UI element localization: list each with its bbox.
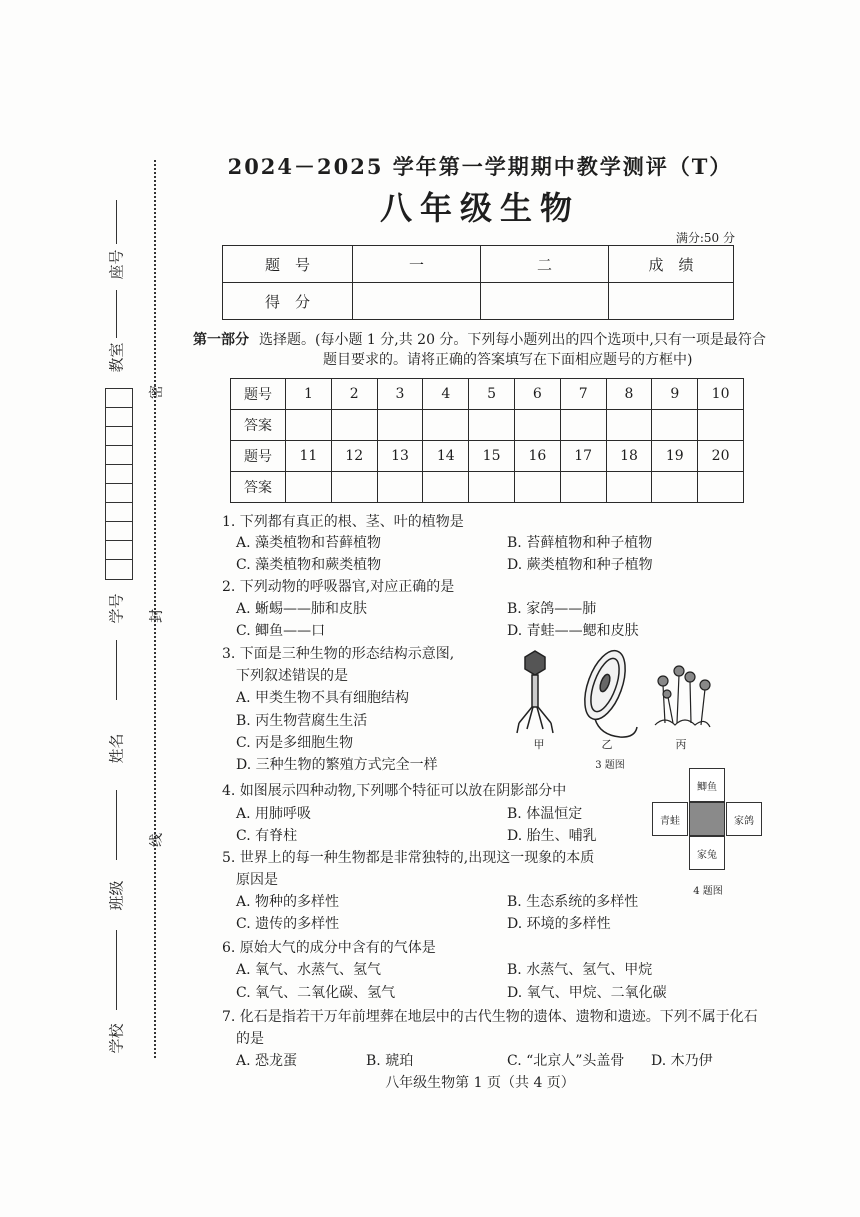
question-1-option-d: D. 蕨类植物和种子植物 (507, 557, 653, 573)
answer-cell[interactable] (286, 410, 332, 441)
question-3-stem-line2: 下列叙述错误的是 (236, 668, 348, 684)
bacterium-icon (577, 645, 637, 737)
question-4-option-c: C. 有脊柱 (236, 828, 298, 844)
class-label: 班级 (107, 880, 126, 911)
seat-number-label: 座号 (107, 249, 126, 280)
score-cell[interactable] (609, 283, 734, 320)
question-number: 13 (377, 441, 423, 472)
classroom-blank[interactable] (116, 290, 117, 338)
question-7-option-b: B. 琥珀 (366, 1053, 414, 1069)
answer-cell[interactable] (469, 472, 515, 503)
answer-cell[interactable] (652, 410, 698, 441)
question-6-option-d: D. 氧气、甲烷、二氧化碳 (507, 985, 667, 1001)
question-3-option-c: C. 丙是多细胞生物 (236, 735, 354, 751)
question-number: 12 (331, 441, 377, 472)
name-blank[interactable] (116, 640, 117, 700)
answer-cell[interactable] (606, 472, 652, 503)
question-number: 2 (331, 379, 377, 410)
figure-4-right-cell: 家鸽 (726, 802, 762, 836)
answer-cell[interactable] (377, 410, 423, 441)
full-score: 满分:50 分 (675, 231, 735, 245)
answer-cell[interactable] (469, 410, 515, 441)
score-row-label: 得 分 (223, 283, 353, 320)
question-2-option-c: C. 鲫鱼——口 (236, 623, 326, 639)
answer-cell[interactable] (423, 410, 469, 441)
answer-cell[interactable] (514, 472, 560, 503)
question-6-stem: 6. 原始大气的成分中含有的气体是 (222, 940, 436, 956)
question-number: 18 (606, 441, 652, 472)
answer-table-row-label: 题号 (231, 441, 286, 472)
answer-table-row-label: 答案 (231, 410, 286, 441)
question-4-option-a: A. 用肺呼吸 (236, 806, 312, 822)
section-line1: 选择题。(每小题 1 分,共 20 分。下列每小题列出的四个选项中,只有一项是最符合 (259, 332, 766, 348)
answer-cell[interactable] (423, 472, 469, 503)
classroom-label: 教室 (107, 342, 126, 373)
question-number: 10 (698, 379, 744, 410)
answer-cell[interactable] (560, 472, 606, 503)
cut-mark-line: 线 (149, 833, 165, 847)
question-2-option-a: A. 蜥蜴——肺和皮肤 (236, 601, 368, 617)
question-5-option-c: C. 遗传的多样性 (236, 916, 340, 932)
question-7-stem-line1: 7. 化石是指若干万年前埋葬在地层中的古代生物的遗体、遗物和遗迹。下列不属于化石 (222, 1009, 758, 1025)
subject-title: 八年级生物 (379, 189, 580, 227)
question-3-option-a: A. 甲类生物不具有细胞结构 (236, 690, 410, 706)
question-5-option-d: D. 环境的多样性 (507, 916, 611, 932)
answer-cell[interactable] (560, 410, 606, 441)
question-5-stem-line2: 原因是 (236, 872, 278, 888)
question-number: 15 (469, 441, 515, 472)
question-1-option-a: A. 藻类植物和苔藓植物 (236, 535, 382, 551)
question-4-option-d: D. 胎生、哺乳 (507, 828, 597, 844)
seat-number-blank[interactable] (116, 200, 117, 244)
answer-cell[interactable] (331, 410, 377, 441)
section-tag: 第一部分 (193, 332, 249, 348)
question-7-option-a: A. 恐龙蛋 (236, 1053, 298, 1069)
question-number: 14 (423, 441, 469, 472)
question-7-option-d: D. 木乃伊 (651, 1053, 713, 1069)
answer-sheet-table (230, 378, 744, 503)
student-id-label: 学号 (107, 593, 126, 624)
score-table (222, 245, 734, 320)
question-number: 20 (698, 441, 744, 472)
answer-table-row-label: 答案 (231, 472, 286, 503)
question-7-option-c: C. “北京人”头盖骨 (507, 1053, 625, 1069)
answer-cell[interactable] (606, 410, 652, 441)
answer-cell[interactable] (514, 410, 560, 441)
question-2-option-d: D. 青蛙——鳃和皮肤 (507, 623, 639, 639)
name-label: 姓名 (107, 733, 126, 764)
figure-4-left-cell: 青蛙 (652, 802, 688, 836)
page-footer: 八年级生物第 1 页（共 4 页） (385, 1075, 575, 1091)
question-number: 16 (514, 441, 560, 472)
question-3-option-d: D. 三种生物的繁殖方式完全一样 (236, 757, 438, 773)
question-5-stem-line1: 5. 世界上的每一种生物都是非常独特的,出现这一现象的本质 (222, 850, 595, 866)
figure-4-caption: 4 题图 (693, 886, 723, 897)
answer-cell[interactable] (286, 472, 332, 503)
student-id-boxes[interactable] (105, 388, 133, 580)
figure-4-bottom-cell: 家兔 (689, 836, 725, 870)
school-blank[interactable] (116, 930, 117, 1010)
question-number: 6 (514, 379, 560, 410)
question-3-option-b: B. 丙生物营腐生生活 (236, 713, 368, 729)
score-table-header: 题 号 (223, 246, 353, 283)
section-instructions (193, 330, 773, 370)
question-5-option-a: A. 物种的多样性 (236, 894, 340, 910)
question-number: 3 (377, 379, 423, 410)
question-4-option-b: B. 体温恒定 (507, 806, 583, 822)
question-number: 7 (560, 379, 606, 410)
answer-cell[interactable] (652, 472, 698, 503)
question-4-stem: 4. 如图展示四种动物,下列哪个特征可以放在阴影部分中 (222, 783, 567, 799)
question-number: 1 (286, 379, 332, 410)
figure-3-label-yi: 乙 (601, 738, 613, 751)
score-table-header: 成 绩 (609, 246, 734, 283)
figure-3-label-jia: 甲 (533, 738, 545, 751)
question-5-option-b: B. 生态系统的多样性 (507, 894, 639, 910)
question-3-stem-line1: 3. 下面是三种生物的形态结构示意图, (222, 646, 455, 662)
figure-3-caption: 3 题图 (595, 760, 625, 771)
section-line2: 题目要求的。请将正确的答案填写在下面相应题号的方框中) (323, 352, 693, 368)
question-number: 19 (652, 441, 698, 472)
question-number: 4 (423, 379, 469, 410)
virus-icon (517, 651, 553, 733)
question-number: 9 (652, 379, 698, 410)
question-7-stem-line2: 的是 (236, 1031, 264, 1047)
exam-title: 2024－2025 学年第一学期期中教学测评（T） (227, 154, 733, 179)
score-cell[interactable] (353, 283, 481, 320)
answer-cell[interactable] (377, 472, 423, 503)
figure-4-shaded-center (689, 802, 725, 836)
question-number: 5 (469, 379, 515, 410)
answer-cell[interactable] (698, 472, 744, 503)
question-1-option-b: B. 苔藓植物和种子植物 (507, 535, 653, 551)
question-2-option-b: B. 家鸽——肺 (507, 601, 597, 617)
score-table-header: 一 (353, 246, 481, 283)
question-6-option-c: C. 氧气、二氧化碳、氢气 (236, 985, 396, 1001)
answer-cell[interactable] (698, 410, 744, 441)
question-number: 11 (286, 441, 332, 472)
cut-mark-seal: 密 (149, 385, 165, 399)
question-6-option-b: B. 水蒸气、氢气、甲烷 (507, 962, 653, 978)
class-blank[interactable] (116, 790, 117, 860)
question-number: 8 (606, 379, 652, 410)
figure-3-organisms (505, 645, 725, 740)
score-cell[interactable] (481, 283, 609, 320)
cut-mark-envelope: 封 (149, 609, 165, 623)
question-number: 17 (560, 441, 606, 472)
figure-4-top-cell: 鲫鱼 (689, 768, 725, 802)
question-1-option-c: C. 藻类植物和蕨类植物 (236, 557, 382, 573)
school-label: 学校 (107, 1023, 126, 1054)
question-6-option-a: A. 氧气、水蒸气、氢气 (236, 962, 382, 978)
answer-table-row-label: 题号 (231, 379, 286, 410)
question-2-stem: 2. 下列动物的呼吸器官,对应正确的是 (222, 579, 455, 595)
mold-icon (655, 666, 710, 727)
score-table-header: 二 (481, 246, 609, 283)
answer-cell[interactable] (331, 472, 377, 503)
figure-3-label-bing: 丙 (675, 738, 687, 751)
question-1-stem: 1. 下列都有真正的根、茎、叶的植物是 (222, 514, 464, 530)
